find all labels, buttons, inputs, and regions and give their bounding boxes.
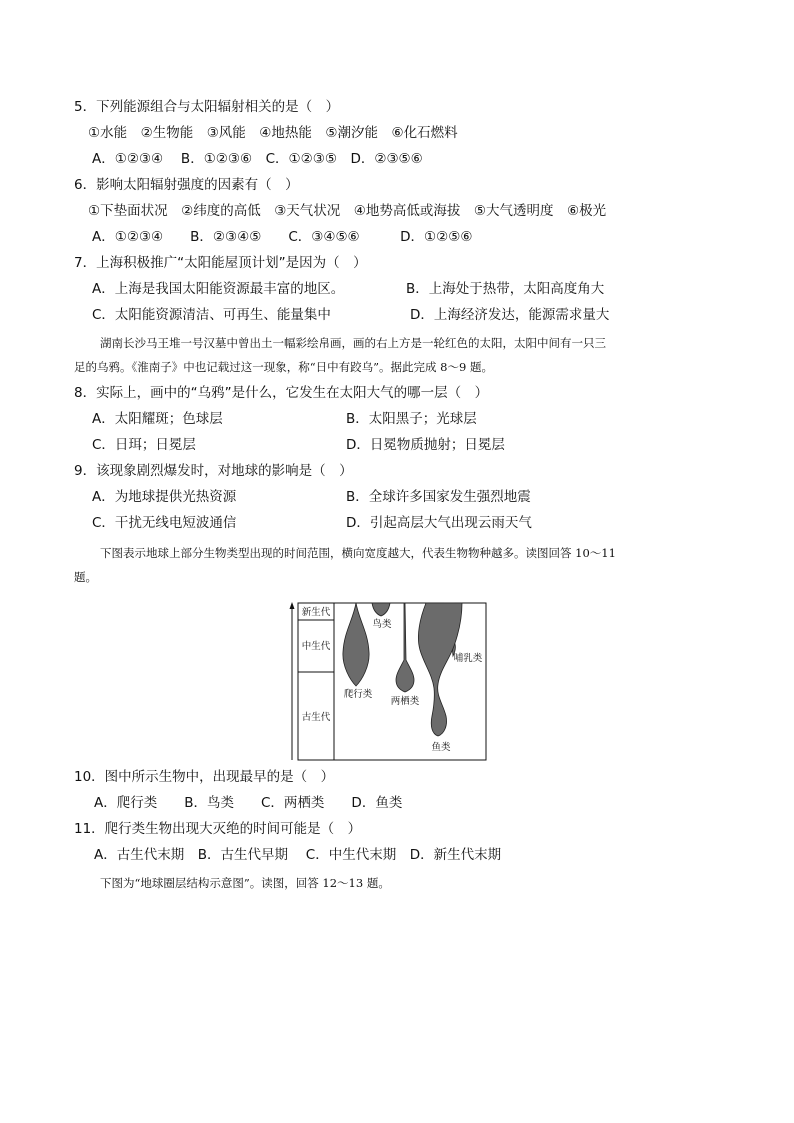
fish-range-shape <box>418 603 462 736</box>
amphibian-label: 两栖类 <box>390 696 420 707</box>
passage2-line2: 题。 <box>74 570 97 584</box>
q7-option-d: D．上海经济发达，能源需求量大 <box>410 307 610 323</box>
q5-items: ①水能 ②生物能 ③风能 ④地热能 ⑤潮汐能 ⑥化石燃料 <box>88 125 458 141</box>
bird-label: 鸟类 <box>372 619 392 630</box>
q7-option-b: B．上海处于热带，太阳高度角大 <box>406 281 605 297</box>
era-label-cenozoic: 新生代 <box>301 607 331 618</box>
passage2-line1: 下图表示地球上部分生物类型出现的时间范围，横向宽度越大，代表生物物种越多。读图回答 10～11 <box>100 546 616 560</box>
q7-option-c: C．太阳能资源清洁、可再生、能量集中 <box>92 307 331 323</box>
q11-options: A．古生代末期 B．古生代早期 C．中生代末期 D．新生代末期 <box>94 847 502 863</box>
q5-options: A．①②③④ B．①②③⑥ C．①②③⑤ D．②③⑤⑥ <box>92 151 423 167</box>
q9-option-a: A．为地球提供光热资源 <box>92 489 237 505</box>
q8-stem: 8．实际上，画中的“乌鸦”是什么，它发生在太阳大气的哪一层（ ） <box>74 385 489 401</box>
passage3-line1: 下图为“地球圈层结构示意图”。读图，回答 12～13 题。 <box>100 876 390 890</box>
time-axis-arrowhead <box>290 602 295 609</box>
q6-options: A．①②③④ B．②③④⑤ C．③④⑤⑥ D．①②⑤⑥ <box>92 229 473 245</box>
passage1-line1: 湖南长沙马王堆一号汉墓中曾出土一幅彩绘帛画，画的右上方是一轮红色的太阳，太阳中间有一只三 <box>100 336 606 350</box>
q5-stem: 5．下列能源组合与太阳辐射相关的是（ ） <box>74 99 340 115</box>
era-column <box>298 603 334 760</box>
q10-options: A．爬行类 B．鸟类 C．两栖类 D．鱼类 <box>94 795 403 811</box>
reptile-label: 爬行类 <box>343 689 373 700</box>
q7-stem: 7．上海积极推广“太阳能屋顶计划”是因为（ ） <box>74 255 367 271</box>
era-label-mesozoic: 中生代 <box>301 641 331 652</box>
q11-stem: 11．爬行类生物出现大灭绝的时间可能是（ ） <box>74 821 362 837</box>
q9-option-c: C．干扰无线电短波通信 <box>92 515 237 531</box>
q9-option-b: B．全球许多国家发生强烈地震 <box>346 489 531 505</box>
figure-svg <box>286 600 490 766</box>
q8-option-b: B．太阳黑子；光球层 <box>346 411 477 427</box>
fish-label: 鱼类 <box>431 742 451 753</box>
q6-stem: 6．影响太阳辐射强度的因素有（ ） <box>74 177 299 193</box>
amphibian-range-shape <box>396 603 414 692</box>
era-label-paleozoic: 古生代 <box>301 712 331 723</box>
passage1-line2: 足的乌鸦。《淮南子》中也记载过这一现象，称“日中有跤乌”。据此完成 8～9 题。 <box>74 360 493 374</box>
q8-option-c: C．日珥；日冕层 <box>92 437 196 453</box>
q9-stem: 9．该现象剧烈爆发时，对地球的影响是（ ） <box>74 463 353 479</box>
q9-option-d: D．引起高层大气出现云雨天气 <box>346 515 532 531</box>
mammal-label: 哺乳类 <box>453 653 483 664</box>
bird-range-shape <box>372 603 390 616</box>
q6-items: ①下垫面状况 ②纬度的高低 ③天气状况 ④地势高低或海拔 ⑤大气透明度 ⑥极光 <box>88 203 607 219</box>
reptile-range-shape <box>343 603 369 686</box>
q8-option-a: A．太阳耀斑；色球层 <box>92 411 223 427</box>
organism-evolution-figure <box>286 600 490 766</box>
q8-option-d: D．日冕物质抛射；日冕层 <box>346 437 505 453</box>
q10-stem: 10．图中所示生物中，出现最早的是（ ） <box>74 769 335 785</box>
q7-option-a: A．上海是我国太阳能资源最丰富的地区。 <box>92 281 345 297</box>
